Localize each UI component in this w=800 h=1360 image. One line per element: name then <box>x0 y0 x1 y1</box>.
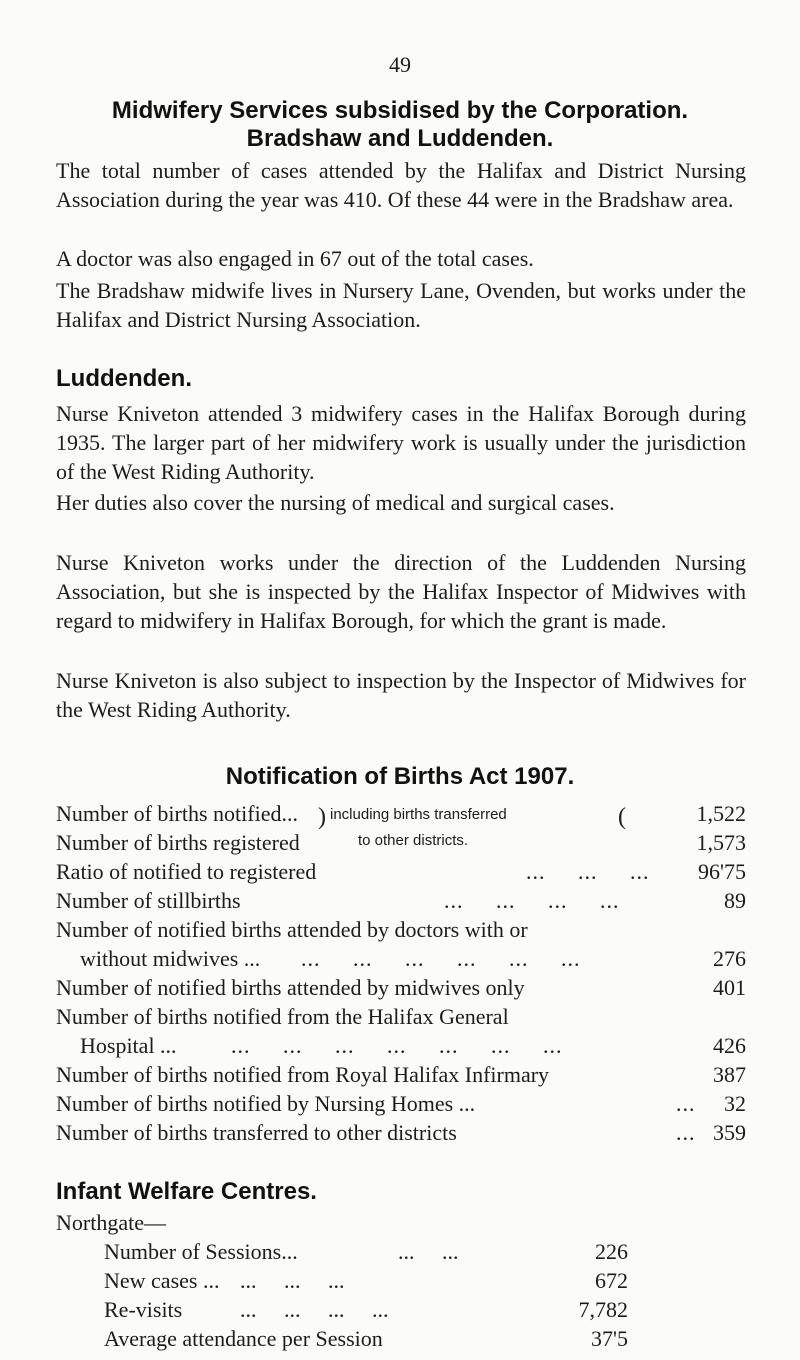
list-item-value: 7,782 <box>578 1297 628 1322</box>
row-value: 1,573 <box>696 830 746 855</box>
right-brace: ( <box>618 804 626 830</box>
midwifery-paragraph-3: The Bradshaw midwife lives in Nursery Lane, Ovenden, but works under the Halifax and District Nursing Association. <box>56 278 746 332</box>
row-label: Number of births notified by Nursing Homes ... <box>56 1091 476 1116</box>
notification-heading: Notification of Births Act 1907. <box>225 763 575 790</box>
row-label-continued: without midwives ... <box>80 946 261 971</box>
row-value: 96'75 <box>698 859 746 884</box>
list-item-label: Number of Sessions... <box>104 1239 298 1264</box>
leader-dots: ... ... ... <box>240 1268 345 1293</box>
midwifery-heading: Midwifery Services subsidised by the Corporation. <box>111 97 689 124</box>
list-item-value: 226 <box>595 1239 628 1264</box>
row-label: Number of births notified from Royal Halifax Infirmary <box>56 1062 550 1087</box>
leader-dots: ... ... ... ... <box>444 888 620 913</box>
row-label: Number of births notified from the Halifax General <box>56 1004 509 1029</box>
left-brace: ) <box>318 804 326 830</box>
transfer-note-line-2: to other districts. <box>358 832 469 849</box>
row-label: Number of notified births attended by doctors with or <box>56 917 528 942</box>
row-value: 359 <box>713 1120 746 1145</box>
row-label: Number of stillbirths <box>56 888 241 913</box>
row-label: Number of births transferred to other districts <box>56 1120 457 1145</box>
leader-dots: ... ... ... ... ... ... ... <box>231 1033 563 1058</box>
row-label: Ratio of notified to registered <box>56 859 317 884</box>
transfer-note-line-1: including births transferred <box>330 806 507 823</box>
row-label: Number of births registered <box>56 830 300 855</box>
leader-dots: ... <box>676 1120 696 1145</box>
row-value: 1,522 <box>696 801 746 826</box>
row-label: Number of notified births attended by midwives only <box>56 975 525 1000</box>
row-label-continued: Hospital ... <box>80 1033 177 1058</box>
list-item-label: Average attendance per Session <box>104 1326 383 1351</box>
row-value: 387 <box>713 1062 746 1087</box>
list-item-value: 672 <box>595 1268 628 1293</box>
page-number: 49 <box>389 52 411 77</box>
list-item-label: Re-visits <box>104 1297 183 1322</box>
row-value: 32 <box>724 1091 746 1116</box>
luddenden-paragraph-4: Nurse Kniveton is also subject to inspection by the Inspector of Midwives for the West Riding Authority. <box>56 668 746 722</box>
luddenden-heading: Luddenden. <box>56 365 192 392</box>
midwifery-paragraph-1: The total number of cases attended by the Halifax and District Nursing Association during the year was 410. Of these 44 were in the Bradshaw area. <box>56 158 746 212</box>
leader-dots: ... ... <box>398 1239 459 1264</box>
leader-dots: ... ... ... <box>526 859 650 884</box>
row-value: 426 <box>713 1033 746 1058</box>
infant-welfare-heading: Infant Welfare Centres. <box>56 1178 317 1205</box>
list-item-label: New cases ... <box>104 1268 220 1293</box>
row-value: 401 <box>713 975 746 1000</box>
list-item-value: 37'5 <box>591 1326 628 1351</box>
luddenden-paragraph-1: Nurse Kniveton attended 3 midwifery cases in the Halifax Borough during 1935. The larger part of her midwifery work is usually under the jurisdiction of the West Riding Authority. <box>56 401 746 484</box>
leader-dots: ... <box>676 1091 696 1116</box>
row-value: 276 <box>713 946 746 971</box>
midwifery-subheading: Bradshaw and Luddenden. <box>246 125 554 152</box>
northgate-subheading: Northgate— <box>56 1210 166 1235</box>
leader-dots: ... ... ... ... ... ... <box>301 946 581 971</box>
luddenden-paragraph-3: Nurse Kniveton works under the direction of the Luddenden Nursing Association, but she is inspected by the Halifax Inspector of Midwives with regard to midwifery in Halifax Borough, for which the grant is made. <box>56 550 746 633</box>
midwifery-paragraph-2: A doctor was also engaged in 67 out of the total cases. <box>56 246 534 271</box>
row-value: 89 <box>724 888 746 913</box>
leader-dots: ... ... ... ... <box>240 1297 389 1322</box>
luddenden-paragraph-2: Her duties also cover the nursing of medical and surgical cases. <box>56 490 615 515</box>
row-label: Number of births notified... <box>56 801 298 826</box>
